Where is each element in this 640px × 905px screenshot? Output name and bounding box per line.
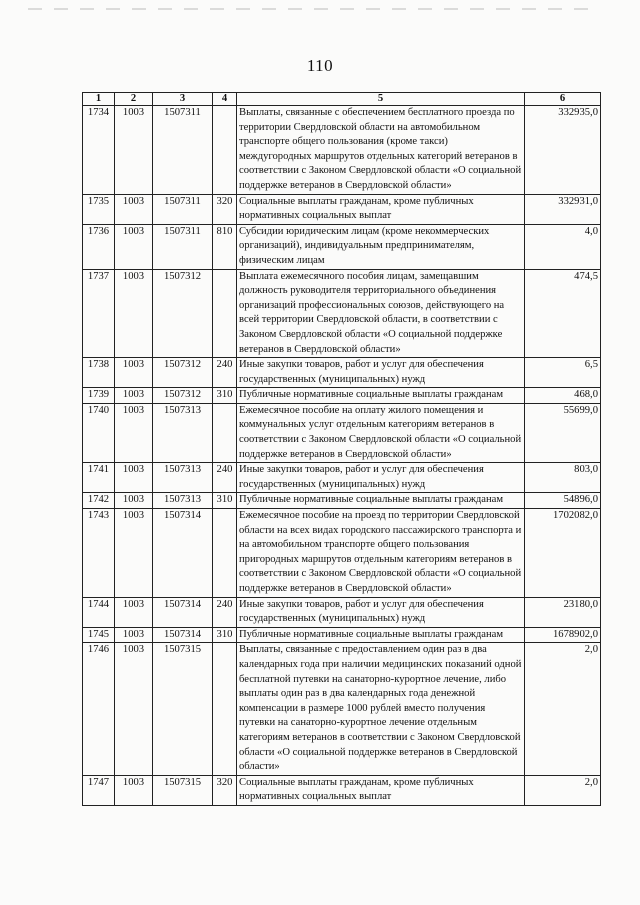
item-name: Социальные выплаты гражданам, кроме публичных нормативных социальных выплат xyxy=(237,194,525,224)
section-code: 1003 xyxy=(115,627,153,643)
item-name: Ежемесячное пособие на проезд по территории Свердловской области на всех видах городского пассажирского транспорта и на автомобильном транспорте общего пользования пригородных маршрутов отдельным категориям ветеранов в соответствии с Законом Свердловской области «О социальной поддержке ветеранов в Свердловской области» xyxy=(237,509,525,598)
amount: 1678902,0 xyxy=(525,627,601,643)
target-code: 1507312 xyxy=(153,358,213,388)
table-row xyxy=(83,388,601,404)
row-number: 1741 xyxy=(83,463,115,493)
expense-type-code xyxy=(213,403,237,462)
row-number: 1739 xyxy=(83,388,115,404)
target-code: 1507311 xyxy=(153,194,213,224)
section-code: 1003 xyxy=(115,403,153,462)
amount: 54896,0 xyxy=(525,493,601,509)
table-row xyxy=(83,403,601,462)
expense-type-code: 310 xyxy=(213,627,237,643)
amount: 2,0 xyxy=(525,775,601,805)
table-row xyxy=(83,643,601,775)
target-code: 1507313 xyxy=(153,493,213,509)
target-code: 1507313 xyxy=(153,463,213,493)
table-row xyxy=(83,358,601,388)
section-code: 1003 xyxy=(115,597,153,627)
row-number: 1746 xyxy=(83,643,115,775)
target-code: 1507314 xyxy=(153,597,213,627)
header-cell-2: 2 xyxy=(115,93,153,106)
amount: 2,0 xyxy=(525,643,601,775)
budget-table xyxy=(82,92,601,806)
amount: 332931,0 xyxy=(525,194,601,224)
item-name: Публичные нормативные социальные выплаты гражданам xyxy=(237,388,525,404)
section-code: 1003 xyxy=(115,224,153,269)
item-name: Субсидии юридическим лицам (кроме некоммерческих организаций), индивидуальным предпринимателям, физическим лицам xyxy=(237,224,525,269)
expense-type-code xyxy=(213,643,237,775)
table-row xyxy=(83,224,601,269)
item-name: Социальные выплаты гражданам, кроме публичных нормативных социальных выплат xyxy=(237,775,525,805)
target-code: 1507311 xyxy=(153,224,213,269)
row-number: 1747 xyxy=(83,775,115,805)
header-row xyxy=(83,93,601,106)
target-code: 1507315 xyxy=(153,775,213,805)
header-cell-5: 5 xyxy=(237,93,525,106)
row-number: 1736 xyxy=(83,224,115,269)
row-number: 1744 xyxy=(83,597,115,627)
target-code: 1507312 xyxy=(153,388,213,404)
section-code: 1003 xyxy=(115,269,153,358)
item-name: Иные закупки товаров, работ и услуг для обеспечения государственных (муниципальных) нужд xyxy=(237,463,525,493)
item-name: Выплаты, связанные с обеспечением бесплатного проезда по территории Свердловской области на автомобильном транспорте общего пользования (кроме такси) междугородных маршрутов отдельных категорий ветеранов в соответствии с Законом Свердловской области «О социальной поддержке ветеранов в Свердловской области» xyxy=(237,106,525,195)
row-number: 1740 xyxy=(83,403,115,462)
expense-type-code: 310 xyxy=(213,388,237,404)
item-name: Публичные нормативные социальные выплаты гражданам xyxy=(237,627,525,643)
amount: 55699,0 xyxy=(525,403,601,462)
header-cell-3: 3 xyxy=(153,93,213,106)
amount: 1702082,0 xyxy=(525,509,601,598)
item-name: Выплаты, связанные с предоставлением один раз в два календарных года при наличии медицинских показаний одной бесплатной путевки на санаторно-курортное лечение, либо выплаты один раз в два календарных года денежной компенсации в размере 1000 рублей вместо получения путевки на санаторно-курортное лечение отдельным категориям ветеранов в соответствии с Законом Свердловской области «О социальной поддержке ветеранов в Свердловской области» xyxy=(237,643,525,775)
section-code: 1003 xyxy=(115,194,153,224)
target-code: 1507314 xyxy=(153,627,213,643)
table-row xyxy=(83,493,601,509)
expense-type-code: 240 xyxy=(213,597,237,627)
header-cell-1: 1 xyxy=(83,93,115,106)
target-code: 1507311 xyxy=(153,106,213,195)
item-name: Иные закупки товаров, работ и услуг для обеспечения государственных (муниципальных) нужд xyxy=(237,358,525,388)
row-number: 1738 xyxy=(83,358,115,388)
expense-type-code: 320 xyxy=(213,775,237,805)
section-code: 1003 xyxy=(115,388,153,404)
target-code: 1507312 xyxy=(153,269,213,358)
row-number: 1737 xyxy=(83,269,115,358)
table-row xyxy=(83,775,601,805)
amount: 468,0 xyxy=(525,388,601,404)
amount: 332935,0 xyxy=(525,106,601,195)
item-name: Публичные нормативные социальные выплаты гражданам xyxy=(237,493,525,509)
row-number: 1735 xyxy=(83,194,115,224)
table-row xyxy=(83,509,601,598)
expense-type-code: 240 xyxy=(213,358,237,388)
section-code: 1003 xyxy=(115,358,153,388)
table-row xyxy=(83,106,601,195)
expense-type-code: 240 xyxy=(213,463,237,493)
page-number: 110 xyxy=(306,56,334,75)
table-row xyxy=(83,627,601,643)
expense-type-code xyxy=(213,509,237,598)
expense-type-code xyxy=(213,269,237,358)
target-code: 1507313 xyxy=(153,403,213,462)
section-code: 1003 xyxy=(115,775,153,805)
item-name: Выплата ежемесячного пособия лицам, замещавшим должность руководителя территориального объединения организаций профессиональных союзов, действующего на всей территории Свердловской области, в соответствии с Законом Свердловской области «О социальной поддержке ветеранов в Свердловской области» xyxy=(237,269,525,358)
amount: 474,5 xyxy=(525,269,601,358)
row-number: 1743 xyxy=(83,509,115,598)
row-number: 1745 xyxy=(83,627,115,643)
scan-artifact xyxy=(28,8,588,10)
row-number: 1742 xyxy=(83,493,115,509)
item-name: Ежемесячное пособие на оплату жилого помещения и коммунальных услуг отдельным категориям ветеранов в соответствии с Законом Свердловской области «О социальной поддержке ветеранов в Свердловской области» xyxy=(237,403,525,462)
section-code: 1003 xyxy=(115,643,153,775)
target-code: 1507315 xyxy=(153,643,213,775)
table-body xyxy=(83,106,601,806)
table-row xyxy=(83,463,601,493)
header-cell-4: 4 xyxy=(213,93,237,106)
table-row xyxy=(83,597,601,627)
section-code: 1003 xyxy=(115,463,153,493)
header-cell-6: 6 xyxy=(525,93,601,106)
item-name: Иные закупки товаров, работ и услуг для обеспечения государственных (муниципальных) нужд xyxy=(237,597,525,627)
target-code: 1507314 xyxy=(153,509,213,598)
table-row xyxy=(83,194,601,224)
table-row xyxy=(83,269,601,358)
expense-type-code: 810 xyxy=(213,224,237,269)
row-number: 1734 xyxy=(83,106,115,195)
amount: 23180,0 xyxy=(525,597,601,627)
expense-type-code xyxy=(213,106,237,195)
section-code: 1003 xyxy=(115,106,153,195)
expense-type-code: 310 xyxy=(213,493,237,509)
expense-type-code: 320 xyxy=(213,194,237,224)
section-code: 1003 xyxy=(115,493,153,509)
amount: 803,0 xyxy=(525,463,601,493)
section-code: 1003 xyxy=(115,509,153,598)
amount: 6,5 xyxy=(525,358,601,388)
amount: 4,0 xyxy=(525,224,601,269)
